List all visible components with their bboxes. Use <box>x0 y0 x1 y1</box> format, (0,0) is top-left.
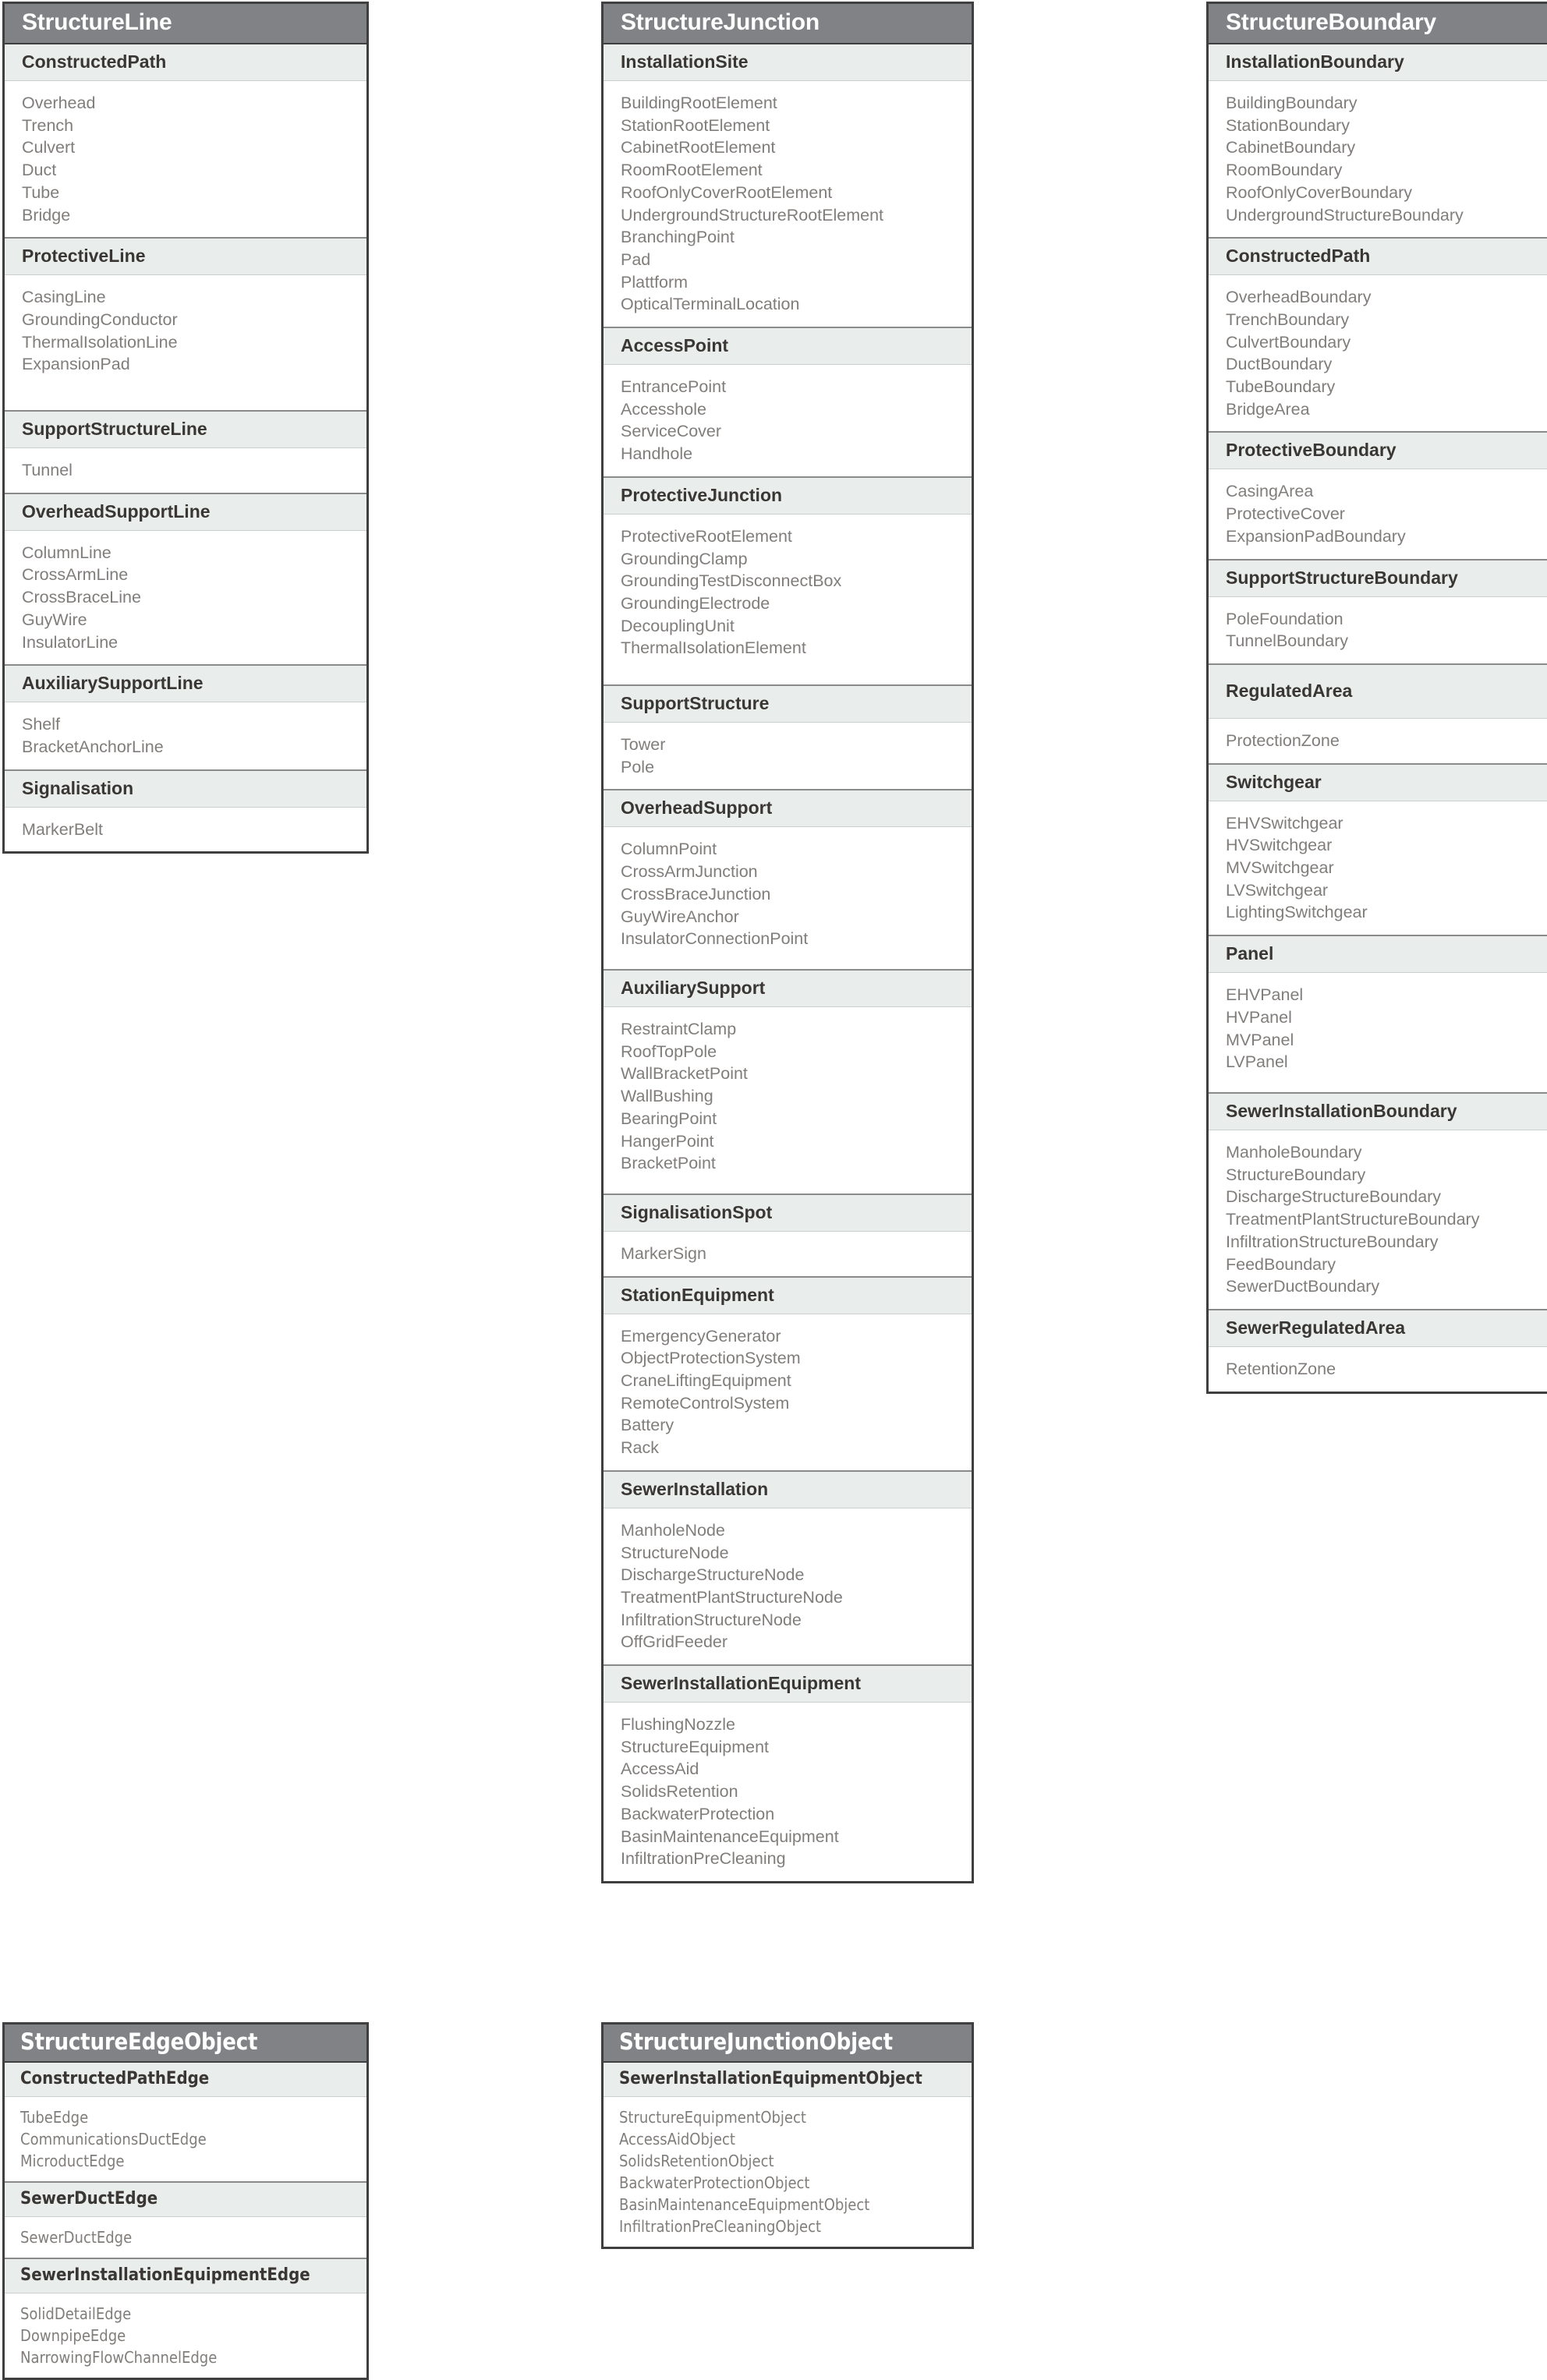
list-item: RestraintClamp <box>621 1019 737 1038</box>
list-item: GroundingConductor <box>22 309 178 329</box>
list-item: BackwaterProtection <box>621 1804 775 1823</box>
list-item: BasinMaintenanceEquipment <box>621 1827 839 1846</box>
list-item: HVPanel <box>1226 1007 1292 1027</box>
list-item: ExpansionPadBoundary <box>1226 526 1406 546</box>
list-item: InsulatorConnectionPoint <box>621 929 809 949</box>
list-item: InfiltrationStructureNode <box>621 1610 802 1629</box>
group-header-signalisationspot: SignalisationSpot <box>604 1194 972 1232</box>
list-item: BasinMaintenanceEquipmentObject <box>619 2195 870 2214</box>
group-header-overheadsupport: OverheadSupport <box>604 789 972 827</box>
list-item: Tube <box>22 182 60 202</box>
list-item: Rack <box>621 1438 659 1458</box>
group-items-supportstructureboundary <box>1209 597 1547 663</box>
list-item: Overhead <box>22 94 96 112</box>
list-item: CrossArmJunction <box>621 862 758 882</box>
group-items-switchgear <box>1209 801 1547 935</box>
list-item: EmergencyGenerator <box>621 1326 781 1346</box>
list-item: RoofOnlyCoverRootElement <box>621 182 833 202</box>
group-items-panel <box>1209 973 1547 1092</box>
list-item: FlushingNozzle <box>621 1715 735 1735</box>
list-item: InfiltrationStructureBoundary <box>1226 1232 1439 1251</box>
list-item: Bridge <box>22 205 71 225</box>
list-item: Handhole <box>621 444 693 464</box>
list-item: PoleFoundation <box>1226 609 1343 628</box>
list-item: LVSwitchgear <box>1226 880 1329 900</box>
class-box-structureedgeobject <box>2 2022 369 2380</box>
list-item: Tower <box>621 735 666 755</box>
list-item: BracketPoint <box>621 1154 716 1173</box>
group-header-accesspoint: AccessPoint <box>604 327 972 365</box>
group-header-protectivejunction: ProtectiveJunction <box>604 476 972 515</box>
list-item: BuildingBoundary <box>1226 94 1358 112</box>
list-item: ThermalIsolationLine <box>22 332 178 352</box>
class-box-structureline <box>2 2 369 854</box>
class-box-title: StructureJunctionObject <box>604 2025 972 2063</box>
list-item: BearingPoint <box>621 1109 717 1128</box>
group-header-sewerinstallationequipmentedge: SewerInstallationEquipmentEdge <box>5 2258 366 2293</box>
list-item: OpticalTerminalLocation <box>621 295 800 314</box>
list-item: Plattform <box>621 272 689 292</box>
group-items-overheadsupport <box>604 827 972 969</box>
list-item: GroundingClamp <box>621 549 748 568</box>
list-item: CasingArea <box>1226 482 1314 501</box>
group-items-installationsite <box>604 81 972 327</box>
list-item: RemoteControlSystem <box>621 1393 790 1413</box>
list-item: BuildingRootElement <box>621 94 777 112</box>
list-item: ThermalIsolationElement <box>621 638 806 658</box>
class-box-title: StructureBoundary <box>1209 4 1547 44</box>
list-item: NarrowingFlowChannelEdge <box>20 2348 218 2367</box>
list-item: ColumnPoint <box>621 840 717 859</box>
list-item: RoofOnlyCoverBoundary <box>1226 182 1413 202</box>
group-header-constructedpath: ConstructedPath <box>1209 237 1547 275</box>
list-item: GroundingTestDisconnectBox <box>621 571 842 591</box>
list-item: InsulatorLine <box>22 632 119 652</box>
list-item: TubeBoundary <box>1226 377 1336 397</box>
group-items-signalisation <box>5 808 366 852</box>
list-item: CraneLiftingEquipment <box>621 1371 791 1391</box>
list-item: StationRootElement <box>621 115 770 135</box>
group-items-overheadsupportline <box>5 531 366 665</box>
class-box-title: StructureLine <box>5 4 366 44</box>
list-item: DecouplingUnit <box>621 616 735 635</box>
list-item: Trench <box>22 115 74 135</box>
group-items-supportstructureline <box>5 448 366 493</box>
list-item: LightingSwitchgear <box>1226 903 1368 922</box>
group-items-protectiveline <box>5 275 366 410</box>
list-item: MicroductEdge <box>20 2152 125 2170</box>
list-item: ProtectionZone <box>1226 730 1340 750</box>
list-item: OverheadBoundary <box>1226 288 1372 307</box>
list-item: GroundingElectrode <box>621 593 770 613</box>
list-item: TreatmentPlantStructureBoundary <box>1226 1210 1480 1229</box>
class-box-structurejunction <box>601 2 974 1883</box>
list-item: InfiltrationPreCleaningObject <box>619 2217 822 2236</box>
class-box-title: StructureEdgeObject <box>5 2025 366 2063</box>
group-header-installationsite: InstallationSite <box>604 44 972 81</box>
list-item: WallBushing <box>621 1087 713 1106</box>
list-item: CulvertBoundary <box>1226 332 1351 352</box>
group-items-constructedpathedge <box>5 2097 366 2181</box>
group-header-constructedpath: ConstructedPath <box>5 44 366 81</box>
list-item: ManholeBoundary <box>1226 1142 1362 1162</box>
list-item: Pad <box>621 249 651 269</box>
list-item: Shelf <box>22 715 61 734</box>
list-item: DuctBoundary <box>1226 355 1333 374</box>
list-item: Battery <box>621 1416 674 1435</box>
list-item: ColumnLine <box>22 543 112 562</box>
list-item: CrossBraceJunction <box>621 884 771 904</box>
list-item: StationBoundary <box>1226 115 1350 135</box>
list-item: UndergroundStructureBoundary <box>1226 205 1464 225</box>
group-items-stationequipment <box>604 1314 972 1470</box>
list-item: MarkerBelt <box>22 819 103 839</box>
list-item: FeedBoundary <box>1226 1254 1336 1274</box>
list-item: CabinetRootElement <box>621 138 776 157</box>
list-item: StructureNode <box>621 1543 729 1562</box>
list-item: CabinetBoundary <box>1226 138 1356 157</box>
list-item: StructureEquipmentObject <box>619 2108 806 2127</box>
list-item: TreatmentPlantStructureNode <box>621 1587 843 1607</box>
group-header-protectiveline: ProtectiveLine <box>5 237 366 275</box>
list-item: RoomBoundary <box>1226 161 1343 180</box>
list-item: LVPanel <box>1226 1052 1288 1072</box>
list-item: Duct <box>22 161 57 180</box>
list-item: SolidsRetention <box>621 1782 738 1802</box>
list-item: BracketAnchorLine <box>22 737 164 756</box>
list-item: BridgeArea <box>1226 399 1310 419</box>
group-items-auxiliarysupportline <box>5 702 366 769</box>
list-item: BackwaterProtectionObject <box>619 2173 810 2192</box>
group-items-auxiliarysupport <box>604 1007 972 1194</box>
group-items-constructedpath <box>1209 275 1547 431</box>
list-item: EHVPanel <box>1226 985 1304 1005</box>
list-item: ProtectiveCover <box>1226 504 1345 524</box>
group-header-sewerinstallation: SewerInstallation <box>604 1470 972 1508</box>
class-box-structureboundary <box>1206 2 1547 1394</box>
list-item: TunnelBoundary <box>1226 631 1348 651</box>
group-items-installationboundary <box>1209 81 1547 237</box>
list-item: DownpipeEdge <box>20 2326 126 2345</box>
list-item: ObjectProtectionSystem <box>621 1349 801 1368</box>
group-items-protectivejunction <box>604 515 972 684</box>
list-item: DischargeStructureBoundary <box>1226 1187 1442 1207</box>
list-item: CasingLine <box>22 288 106 307</box>
group-header-supportstructureline: SupportStructureLine <box>5 410 366 448</box>
list-item: Accesshole <box>621 399 706 419</box>
group-header-sewerinstallationequipment: SewerInstallationEquipment <box>604 1664 972 1703</box>
list-item: ServiceCover <box>621 422 722 441</box>
list-item: OffGridFeeder <box>621 1632 728 1652</box>
list-item: TubeEdge <box>20 2108 89 2127</box>
group-header-sewerinstallationboundary: SewerInstallationBoundary <box>1209 1092 1547 1130</box>
list-item: StructureBoundary <box>1226 1165 1366 1184</box>
list-item: MVPanel <box>1226 1030 1294 1049</box>
group-items-sewerregulatedarea <box>1209 1347 1547 1392</box>
group-items-sewerinstallationequipmentobject <box>604 2097 972 2247</box>
list-item: CommunicationsDuctEdge <box>20 2130 207 2148</box>
group-items-supportstructure <box>604 723 972 789</box>
group-items-constructedpath <box>5 81 366 237</box>
group-header-auxiliarysupport: AuxiliarySupport <box>604 969 972 1007</box>
group-items-sewerinstallationboundary <box>1209 1130 1547 1309</box>
group-items-sewerinstallation <box>604 1508 972 1664</box>
group-header-panel: Panel <box>1209 935 1547 973</box>
group-header-overheadsupportline: OverheadSupportLine <box>5 493 366 531</box>
group-header-signalisation: Signalisation <box>5 769 366 808</box>
group-items-accesspoint <box>604 365 972 476</box>
group-items-protectiveboundary <box>1209 469 1547 558</box>
list-item: AccessAidObject <box>619 2130 735 2148</box>
list-item: HangerPoint <box>621 1131 714 1151</box>
group-header-constructedpathedge: ConstructedPathEdge <box>5 2063 366 2097</box>
list-item: ManholeNode <box>621 1520 725 1540</box>
list-item: EntrancePoint <box>621 377 727 397</box>
list-item: TrenchBoundary <box>1226 309 1350 329</box>
group-header-supportstructureboundary: SupportStructureBoundary <box>1209 559 1547 597</box>
group-header-supportstructure: SupportStructure <box>604 684 972 723</box>
class-box-structurejunctionobject <box>601 2022 974 2249</box>
group-items-sewerinstallationequipmentedge <box>5 2293 366 2378</box>
list-item: AccessAid <box>621 1759 699 1779</box>
list-item: CrossBraceLine <box>22 588 141 607</box>
group-header-auxiliarysupportline: AuxiliarySupportLine <box>5 664 366 702</box>
list-item: StructureEquipment <box>621 1737 770 1756</box>
list-item: MVSwitchgear <box>1226 858 1334 878</box>
group-items-sewerinstallationequipment <box>604 1703 972 1881</box>
list-item: BranchingPoint <box>621 228 735 247</box>
class-box-title: StructureJunction <box>604 4 972 44</box>
list-item: WallBracketPoint <box>621 1064 748 1084</box>
list-item: RoomRootElement <box>621 161 763 180</box>
list-item: EHVSwitchgear <box>1226 813 1343 833</box>
list-item: RetentionZone <box>1226 1359 1336 1378</box>
list-item: HVSwitchgear <box>1226 836 1333 855</box>
list-item: GuyWire <box>22 610 87 629</box>
group-items-regulatedarea <box>1209 719 1547 763</box>
list-item: SolidDetailEdge <box>20 2304 132 2323</box>
list-item: GuyWireAnchor <box>621 907 739 926</box>
list-item: RoofTopPole <box>621 1041 717 1061</box>
list-item: InfiltrationPreCleaning <box>621 1849 786 1869</box>
list-item: ProtectiveRootElement <box>621 526 792 546</box>
group-items-signalisationspot <box>604 1232 972 1276</box>
group-header-regulatedarea: RegulatedArea <box>1209 663 1547 719</box>
list-item: MarkerSign <box>621 1243 706 1263</box>
list-item: SolidsRetentionObject <box>619 2152 774 2170</box>
group-header-switchgear: Switchgear <box>1209 763 1547 801</box>
group-header-stationequipment: StationEquipment <box>604 1276 972 1314</box>
list-item: UndergroundStructureRootElement <box>621 205 884 225</box>
group-items-sewerductedge <box>5 2217 366 2258</box>
list-item: CrossArmLine <box>22 565 129 585</box>
list-item: SewerDuctEdge <box>20 2228 133 2247</box>
list-item: Culvert <box>22 138 76 157</box>
list-item: DischargeStructureNode <box>621 1565 805 1585</box>
list-item: ExpansionPad <box>22 355 130 374</box>
group-header-sewerregulatedarea: SewerRegulatedArea <box>1209 1309 1547 1347</box>
list-item: SewerDuctBoundary <box>1226 1277 1380 1296</box>
group-header-sewerductedge: SewerDuctEdge <box>5 2181 366 2217</box>
group-header-installationboundary: InstallationBoundary <box>1209 44 1547 81</box>
list-item: Tunnel <box>22 461 73 480</box>
group-header-protectiveboundary: ProtectiveBoundary <box>1209 431 1547 469</box>
list-item: Pole <box>621 757 655 776</box>
group-header-sewerinstallationequipmentobject: SewerInstallationEquipmentObject <box>604 2063 972 2097</box>
